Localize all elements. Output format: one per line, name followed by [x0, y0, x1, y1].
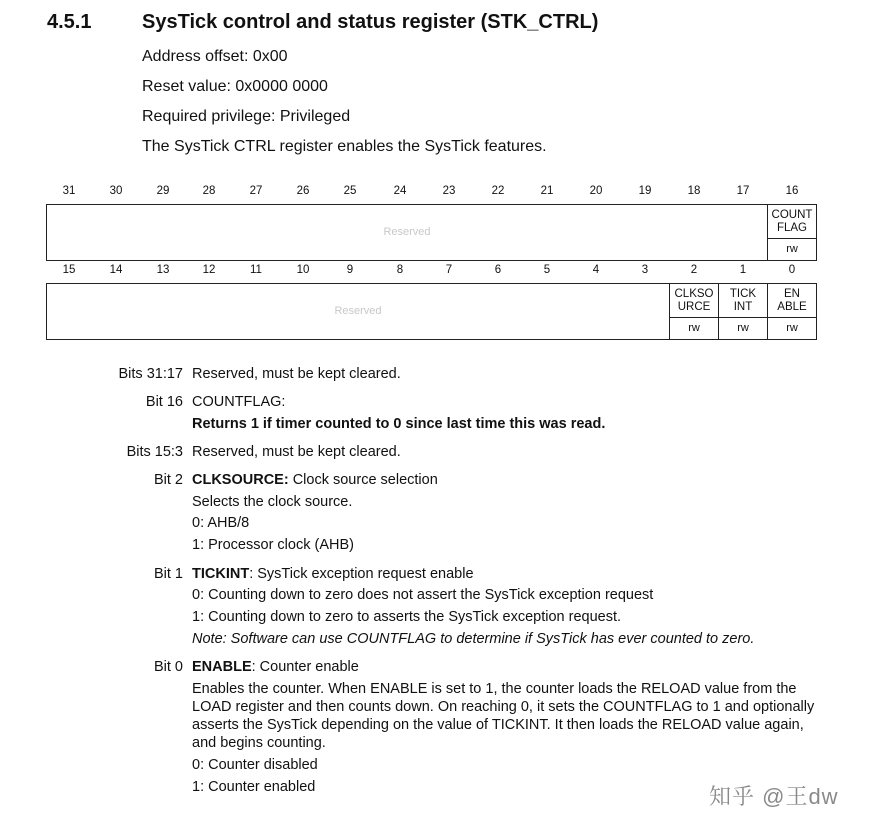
- bit-number: 14: [109, 264, 123, 276]
- watermark: 知乎 @王dw: [709, 784, 839, 809]
- bit-number: 24: [393, 185, 407, 197]
- bit1-line: 0: Counting down to zero does not assert the SysTick exception request: [192, 587, 654, 603]
- field-name-line: FLAG: [776, 221, 808, 234]
- bit1-label: Bit 1: [153, 566, 183, 582]
- bit-number: 11: [250, 264, 262, 276]
- bit0-name: ENABLE: [192, 659, 252, 675]
- bit-number: 6: [494, 264, 502, 276]
- bit-number: 13: [156, 264, 170, 276]
- bit-number: 25: [343, 185, 357, 197]
- bit0-label: Bit 0: [153, 659, 183, 675]
- bit1-line: 1: Counting down to zero to asserts the SysTick exception request.: [192, 609, 622, 625]
- access-type: rw: [670, 318, 719, 340]
- bit-number: 29: [156, 185, 170, 197]
- bit-number: 3: [641, 264, 649, 276]
- bit-number: 5: [543, 264, 551, 276]
- bit-number: 2: [690, 264, 698, 276]
- countflag-field: [768, 205, 817, 239]
- bit-number: 28: [202, 185, 216, 197]
- bit-number: 23: [442, 185, 456, 197]
- bit0-line: 0: Counter disabled: [192, 757, 318, 773]
- bit2-title: Clock source selection: [288, 472, 438, 488]
- bit1-note: Note: Software can use COUNTFLAG to determine if SysTick has ever counted to zero.: [192, 631, 755, 647]
- bit-number: 31: [62, 185, 76, 197]
- field-name-line: TICK: [729, 287, 757, 300]
- bits31-17-text: Reserved, must be kept cleared.: [192, 366, 401, 382]
- field-name-line: INT: [733, 300, 753, 313]
- bit-number: 16: [785, 185, 799, 197]
- bit16-label: Bit 16: [145, 394, 183, 410]
- bit-number: 30: [109, 185, 123, 197]
- bit-number: 15: [62, 264, 76, 276]
- bit-number: 10: [296, 264, 310, 276]
- bit-number: 17: [736, 185, 750, 197]
- bit2-line: 0: AHB/8: [192, 515, 250, 531]
- bit1-heading: [192, 566, 474, 582]
- section-number: 4.5.1: [47, 11, 92, 33]
- section-title: SysTick control and status register (STK_CTRL): [142, 11, 599, 33]
- bit2-label: Bit 2: [153, 472, 183, 488]
- bit2-line: 1: Processor clock (AHB): [192, 537, 354, 553]
- bit1-title: : SysTick exception request enable: [249, 566, 474, 582]
- bit-number: 21: [540, 185, 554, 197]
- bit0-heading: [192, 659, 359, 675]
- bits31-17-label: Bits 31:17: [118, 366, 183, 382]
- bit-number: 22: [491, 185, 505, 197]
- register-lower-half: [46, 283, 817, 340]
- tickint-field: [719, 284, 768, 318]
- bit16-name: COUNTFLAG:: [192, 394, 286, 410]
- reserved-field-lower: Reserved: [47, 284, 670, 340]
- bit-number: 9: [346, 264, 354, 276]
- bit2-name: CLKSOURCE:: [192, 472, 289, 488]
- bit-number: 4: [592, 264, 600, 276]
- reserved-field-upper: Reserved: [47, 205, 768, 261]
- bit0-line: 1: Counter enabled: [192, 779, 316, 795]
- register-upper-half: [46, 204, 817, 261]
- reset-value: Reset value: 0x0000 0000: [142, 78, 328, 95]
- bit-number: 1: [739, 264, 747, 276]
- field-name-line: ABLE: [777, 300, 807, 313]
- bit-number: 27: [249, 185, 263, 197]
- access-type: rw: [768, 239, 817, 261]
- bit-number: 7: [445, 264, 453, 276]
- bit-number: 12: [202, 264, 216, 276]
- bit2-heading: [192, 472, 438, 488]
- access-type: rw: [768, 318, 817, 340]
- bit-number: 0: [788, 264, 796, 276]
- bit-number: 19: [638, 185, 652, 197]
- bit-number: 8: [396, 264, 404, 276]
- bit-number: 18: [687, 185, 701, 197]
- bit0-paragraph: Enables the counter. When ENABLE is set to 1, the counter loads the RELOAD value from the LOAD register and then counts down. On reaching 0, it sets the COUNTFLAG to 1 and optionally asserts the SysTick depending on the value of TICKINT. It then loads the RELOAD value again, and begins counting.: [192, 681, 815, 751]
- required-privilege: Required privilege: Privileged: [142, 108, 351, 125]
- bit-number: 20: [589, 185, 603, 197]
- enable-field: [768, 284, 817, 318]
- field-name-line: CLKSO: [674, 287, 714, 300]
- bits15-3-label: Bits 15:3: [126, 444, 183, 460]
- bit-number: 26: [296, 185, 310, 197]
- access-type: rw: [719, 318, 768, 340]
- field-name-line: COUNT: [771, 208, 813, 221]
- bit16-detail: Returns 1 if timer counted to 0 since last time this was read.: [192, 416, 606, 432]
- register-description: The SysTick CTRL register enables the SysTick features.: [142, 138, 547, 155]
- clksource-field: [670, 284, 719, 318]
- address-offset: Address offset: 0x00: [142, 48, 288, 65]
- bit0-title: : Counter enable: [251, 659, 359, 675]
- field-name-line: EN: [784, 287, 800, 300]
- bits15-3-text: Reserved, must be kept cleared.: [192, 444, 401, 460]
- bit2-line: Selects the clock source.: [192, 494, 353, 510]
- bit1-name: TICKINT: [192, 566, 250, 582]
- field-name-line: URCE: [677, 300, 711, 313]
